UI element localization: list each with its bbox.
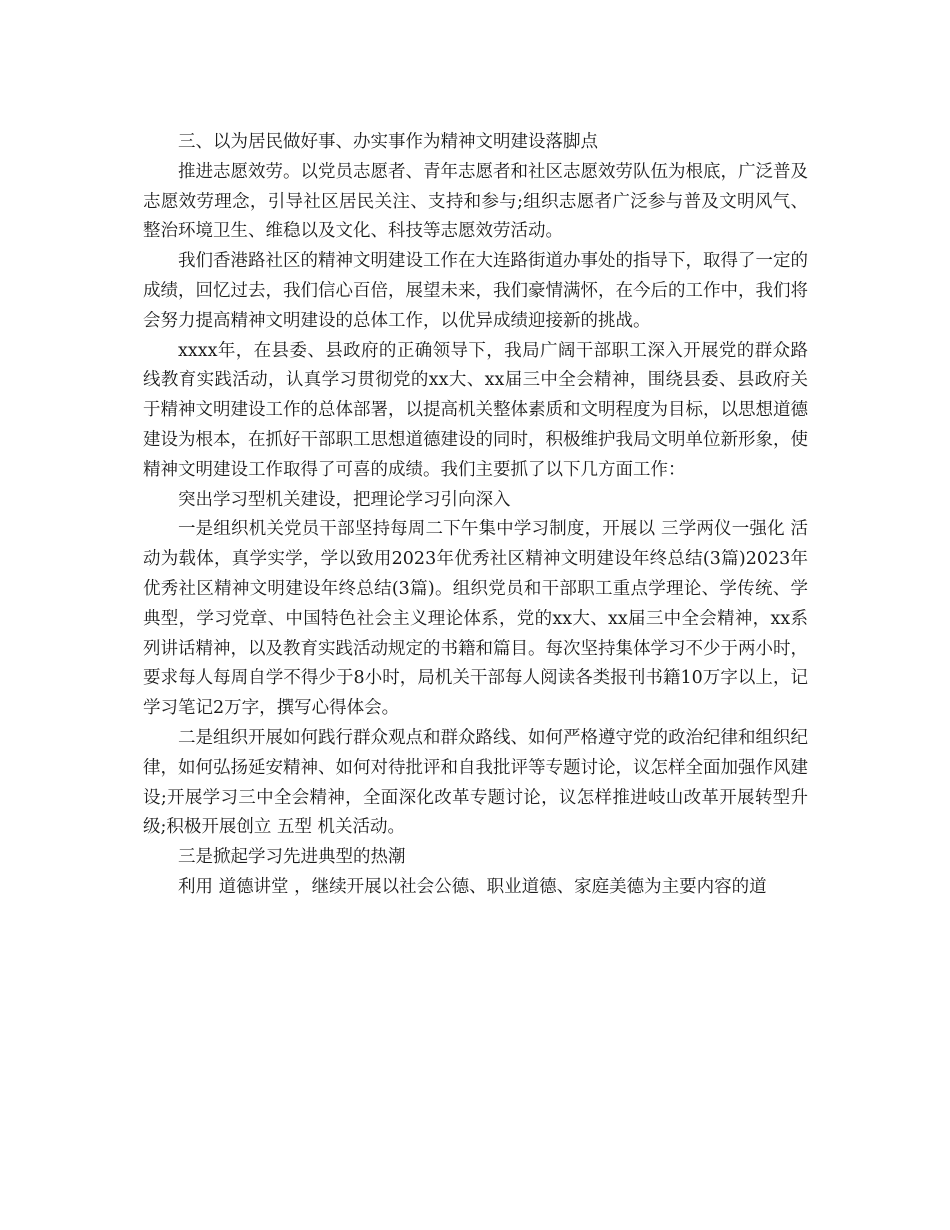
subsection-heading: 三是掀起学习先进典型的热潮 bbox=[178, 847, 406, 868]
subsection-heading: 突出学习型机关建设，把理论学习引向深入 bbox=[178, 489, 511, 510]
section-heading: 三、以为居民做好事、办实事作为精神文明建设落脚点 bbox=[178, 132, 598, 152]
paragraph: 一是组织机关党员干部坚持每周二下午集中学习制度，开展以 三学两仪一强化 活动为载体，真学实学，学以致用2023年优秀社区精神文明建设年终总结(3篇)2023年优秀社区精神文明建设年终总结(3篇)。组织党员和干部职工重点学理论、学传统、学典型，学习党章、中国特色社会主义理论体系，党的xx大、xx届三中全会精神，xx系列讲话精神，以及教育实践活动规定的书籍和篇目。每次坚持集体学习不少于两小时，要求每人每周自学不得少于8小时，局机关干部每人阅读各类报刊书籍10万字以上，记学习笔记2万字，撰写心得体会。 bbox=[143, 519, 808, 719]
paragraph: 推进志愿效劳。以党员志愿者、青年志愿者和社区志愿效劳队伍为根底，广泛普及志愿效劳理念，引导社区居民关注、支持和参与;组织志愿者广泛参与普及文明风气、整治环境卫生、维稳以及文化、科技等志愿效劳活动。 bbox=[143, 161, 808, 242]
paragraph: xxxx年，在县委、县政府的正确领导下，我局广阔干部职工深入开展党的群众路线教育实践活动，认真学习贯彻党的xx大、xx届三中全会精神，围绕县委、县政府关于精神文明建设工作的总体部署，以提高机关整体素质和文明程度为目标，以思想道德建设为根本，在抓好干部职工思想道德建设的同时，积极维护我局文明单位新形象，使精神文明建设工作取得了可喜的成绩。我们主要抓了以下几方面工作： bbox=[143, 340, 808, 480]
paragraph: 我们香港路社区的精神文明建设工作在大连路街道办事处的指导下，取得了一定的成绩，回忆过去，我们信心百倍，展望未来，我们豪情满怀，在今后的工作中，我们将会努力提高精神文明建设的总体工作，以优异成绩迎接新的挑战。 bbox=[143, 251, 808, 331]
paragraph: 利用 道德讲堂 ，继续开展以社会公德、职业道德、家庭美德为主要内容的道 bbox=[178, 876, 767, 897]
document-body bbox=[143, 128, 808, 903]
paragraph: 二是组织开展如何践行群众观点和群众路线、如何严格遵守党的政治纪律和组织纪律，如何弘扬延安精神、如何对待批评和自我批评等专题讨论，议怎样全面加强作风建设;开展学习三中全会精神，全面深化改革专题讨论，议怎样推进岐山改革开展转型升级;积极开展创立 五型 机关活动。 bbox=[143, 727, 808, 838]
